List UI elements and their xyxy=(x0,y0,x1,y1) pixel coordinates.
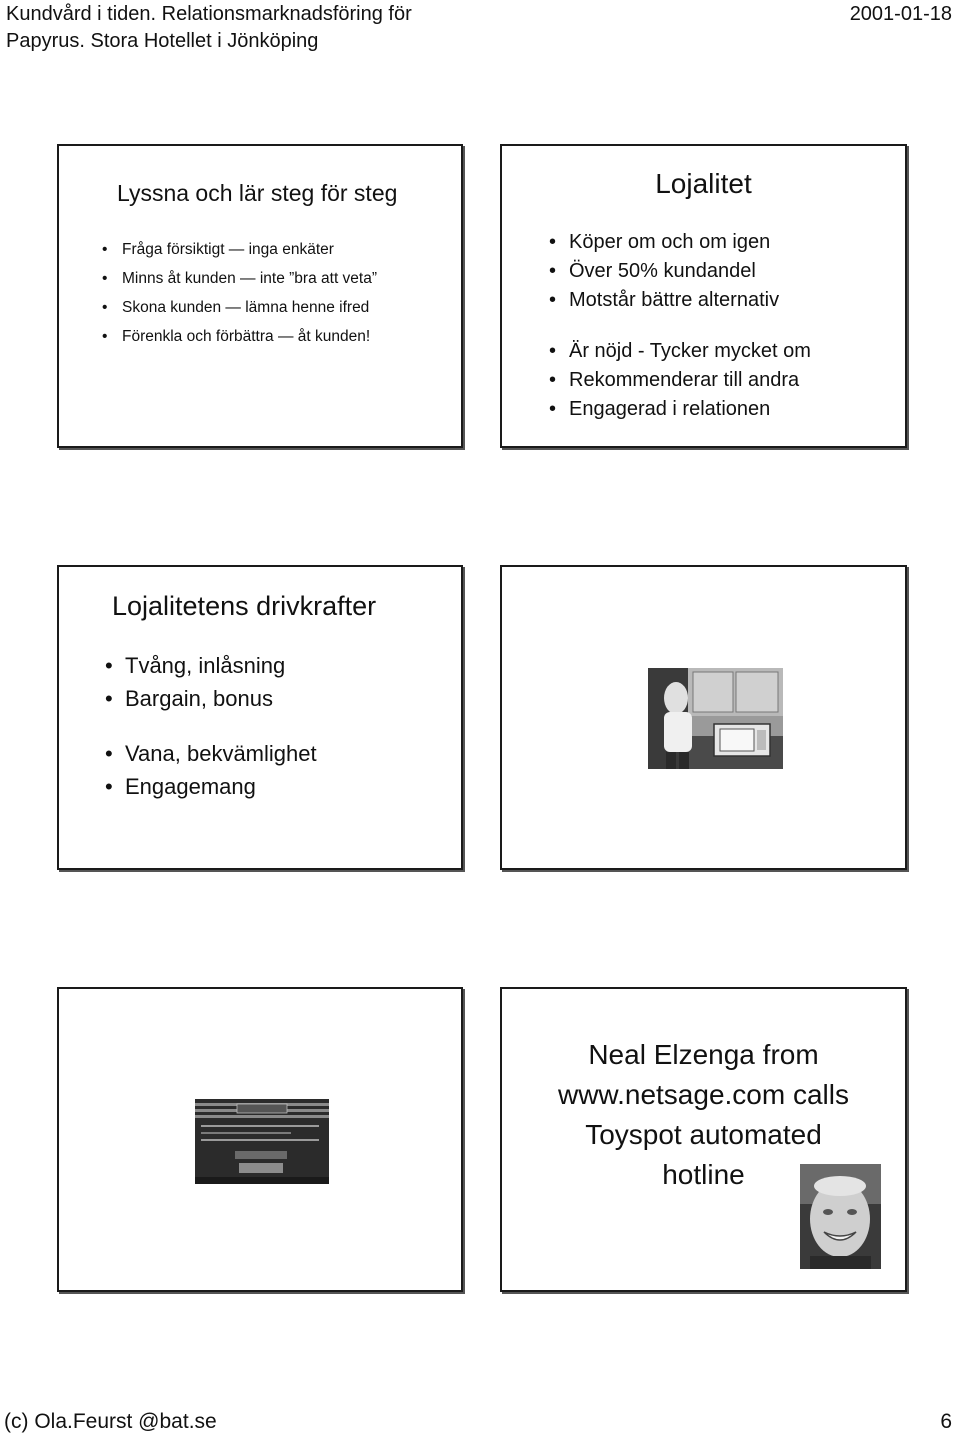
portrait-drawing xyxy=(800,1164,881,1269)
slide-5 xyxy=(57,987,463,1292)
bullet-item: • Skona kunden — lämna henne ifred xyxy=(122,293,377,322)
bullet-item: • Förenkla och förbättra — åt kunden! xyxy=(122,322,377,351)
bullet-item: • Är nöjd - Tycker mycket om xyxy=(569,337,811,366)
slide-6-text-line-3: Toyspot automated xyxy=(585,1119,822,1150)
slide-1-title: Lyssna och lär steg för steg xyxy=(117,180,398,206)
bullet-item: • Över 50% kundandel xyxy=(569,257,811,286)
slide-3 xyxy=(57,565,463,870)
membership-card-drawing xyxy=(195,1099,329,1184)
portrait-photo xyxy=(800,1164,881,1269)
bullet-item: • Minns åt kunden — inte ”bra att veta” xyxy=(122,264,377,293)
slide-2-title: Lojalitet xyxy=(655,168,752,199)
slide-6 xyxy=(500,987,907,1292)
footer-copyright: (c) Ola.Feurst @bat.se xyxy=(4,1410,217,1433)
bullet-item: • Tvång, inlåsning xyxy=(125,649,317,682)
bullet-item: • Motstår bättre alternativ xyxy=(569,286,811,315)
slide-3-title: Lojalitetens drivkrafter xyxy=(112,591,377,621)
bullet-item: • Vana, bekvämlighet xyxy=(125,737,317,770)
page-number: 6 xyxy=(940,1410,952,1433)
bullet-item: • Bargain, bonus xyxy=(125,682,317,715)
bullet-item: • Köper om och om igen xyxy=(569,228,811,257)
membership-card-photo xyxy=(195,1099,329,1184)
bullet-item: • Rekommenderar till andra xyxy=(569,366,811,395)
slide-3-bullets xyxy=(125,649,317,803)
doc-title-line-1: Kundvård i tiden. Relationsmarknadsföring för xyxy=(6,3,412,25)
doc-title-line-2: Papyrus. Stora Hotellet i Jönköping xyxy=(6,30,319,52)
slide-1-bullets xyxy=(122,235,377,351)
slide-4 xyxy=(500,565,907,870)
slide-1 xyxy=(57,144,463,448)
kitchen-photo-drawing xyxy=(648,668,783,769)
slide-2-bullets xyxy=(569,228,811,424)
bullet-item: • Engagemang xyxy=(125,770,317,803)
slide-6-text-line-2: www.netsage.com calls xyxy=(557,1079,849,1110)
doc-date: 2001-01-18 xyxy=(849,3,952,25)
kitchen-photo xyxy=(648,668,783,769)
slide-2 xyxy=(500,144,907,448)
slide-6-text-line-1: Neal Elzenga from xyxy=(588,1039,819,1070)
bullet-item: • Fråga försiktigt — inga enkäter xyxy=(122,235,377,264)
slide-6-text-line-4: hotline xyxy=(662,1159,745,1190)
bullet-item: • Engagerad i relationen xyxy=(569,395,811,424)
